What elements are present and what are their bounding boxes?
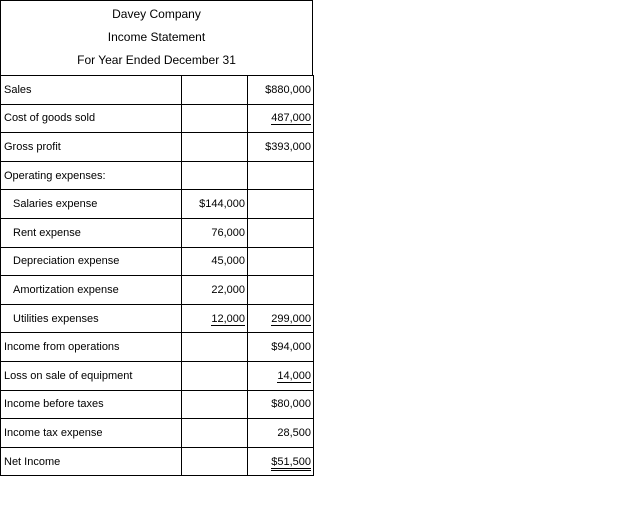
row-detail-amount	[182, 133, 248, 162]
row-total-amount	[248, 247, 314, 276]
amount-value-underlined: 12,000	[211, 312, 245, 325]
row-label: Depreciation expense	[1, 247, 182, 276]
amount-value: $144,000	[199, 198, 245, 211]
row-label: Cost of goods sold	[1, 104, 182, 133]
statement-title: Income Statement	[107, 30, 206, 44]
row-label: Net Income	[1, 447, 182, 476]
table-row-rent	[1, 218, 314, 247]
amount-value-double-underlined: $51,500	[271, 456, 311, 471]
table-row-sales	[1, 76, 314, 105]
amount-value: 22,000	[211, 283, 245, 296]
row-detail-amount	[182, 247, 248, 276]
table-row-gross-profit	[1, 133, 314, 162]
row-total-amount	[248, 276, 314, 305]
row-label: Operating expenses:	[1, 161, 182, 190]
row-detail-amount	[182, 190, 248, 219]
row-detail-amount	[182, 104, 248, 133]
row-detail-amount	[182, 161, 248, 190]
statement-period: For Year Ended December 31	[77, 53, 236, 67]
income-statement-table	[0, 75, 314, 476]
amount-value-underlined: 299,000	[271, 312, 311, 325]
row-total-amount	[248, 104, 314, 133]
row-total-amount	[248, 161, 314, 190]
row-detail-amount	[182, 390, 248, 419]
row-detail-amount	[182, 276, 248, 305]
table-row-depreciation	[1, 247, 314, 276]
row-total-amount	[248, 361, 314, 390]
row-total-amount	[248, 333, 314, 362]
row-detail-amount	[182, 447, 248, 476]
table-row-loss-on-sale	[1, 361, 314, 390]
table-row-cogs	[1, 104, 314, 133]
table-row-amortization	[1, 276, 314, 305]
row-detail-amount	[182, 361, 248, 390]
row-label: Gross profit	[1, 133, 182, 162]
row-label: Income before taxes	[1, 390, 182, 419]
amount-value: $80,000	[271, 398, 311, 411]
amount-value-underlined: 487,000	[271, 112, 311, 125]
amount-value: 76,000	[211, 226, 245, 239]
row-total-amount	[248, 390, 314, 419]
row-total-amount	[248, 419, 314, 448]
row-total-amount	[248, 76, 314, 105]
row-total-amount	[248, 133, 314, 162]
row-label: Sales	[1, 76, 182, 105]
income-statement	[0, 0, 313, 476]
row-label: Income tax expense	[1, 419, 182, 448]
row-label: Amortization expense	[1, 276, 182, 305]
amount-value: 45,000	[211, 255, 245, 268]
amount-value: $94,000	[271, 341, 311, 354]
row-detail-amount	[182, 218, 248, 247]
company-name: Davey Company	[112, 7, 201, 21]
row-detail-amount	[182, 333, 248, 362]
table-row-income-before-taxes	[1, 390, 314, 419]
row-total-amount	[248, 190, 314, 219]
row-total-amount	[248, 447, 314, 476]
amount-value-underlined: 14,000	[277, 369, 311, 382]
row-total-amount	[248, 304, 314, 333]
table-row-salaries	[1, 190, 314, 219]
table-row-net-income	[1, 447, 314, 476]
row-label: Salaries expense	[1, 190, 182, 219]
row-label: Utilities expenses	[1, 304, 182, 333]
amount-value: $880,000	[265, 83, 311, 96]
row-label: Loss on sale of equipment	[1, 361, 182, 390]
table-row-income-tax	[1, 419, 314, 448]
amount-value: 28,500	[277, 426, 311, 439]
row-detail-amount	[182, 76, 248, 105]
row-label: Income from operations	[1, 333, 182, 362]
table-row-utilities	[1, 304, 314, 333]
statement-header	[0, 0, 313, 76]
row-detail-amount	[182, 304, 248, 333]
row-label: Rent expense	[1, 218, 182, 247]
row-detail-amount	[182, 419, 248, 448]
row-total-amount	[248, 218, 314, 247]
table-row-operating-expenses-header	[1, 161, 314, 190]
table-row-income-from-operations	[1, 333, 314, 362]
amount-value: $393,000	[265, 140, 311, 153]
